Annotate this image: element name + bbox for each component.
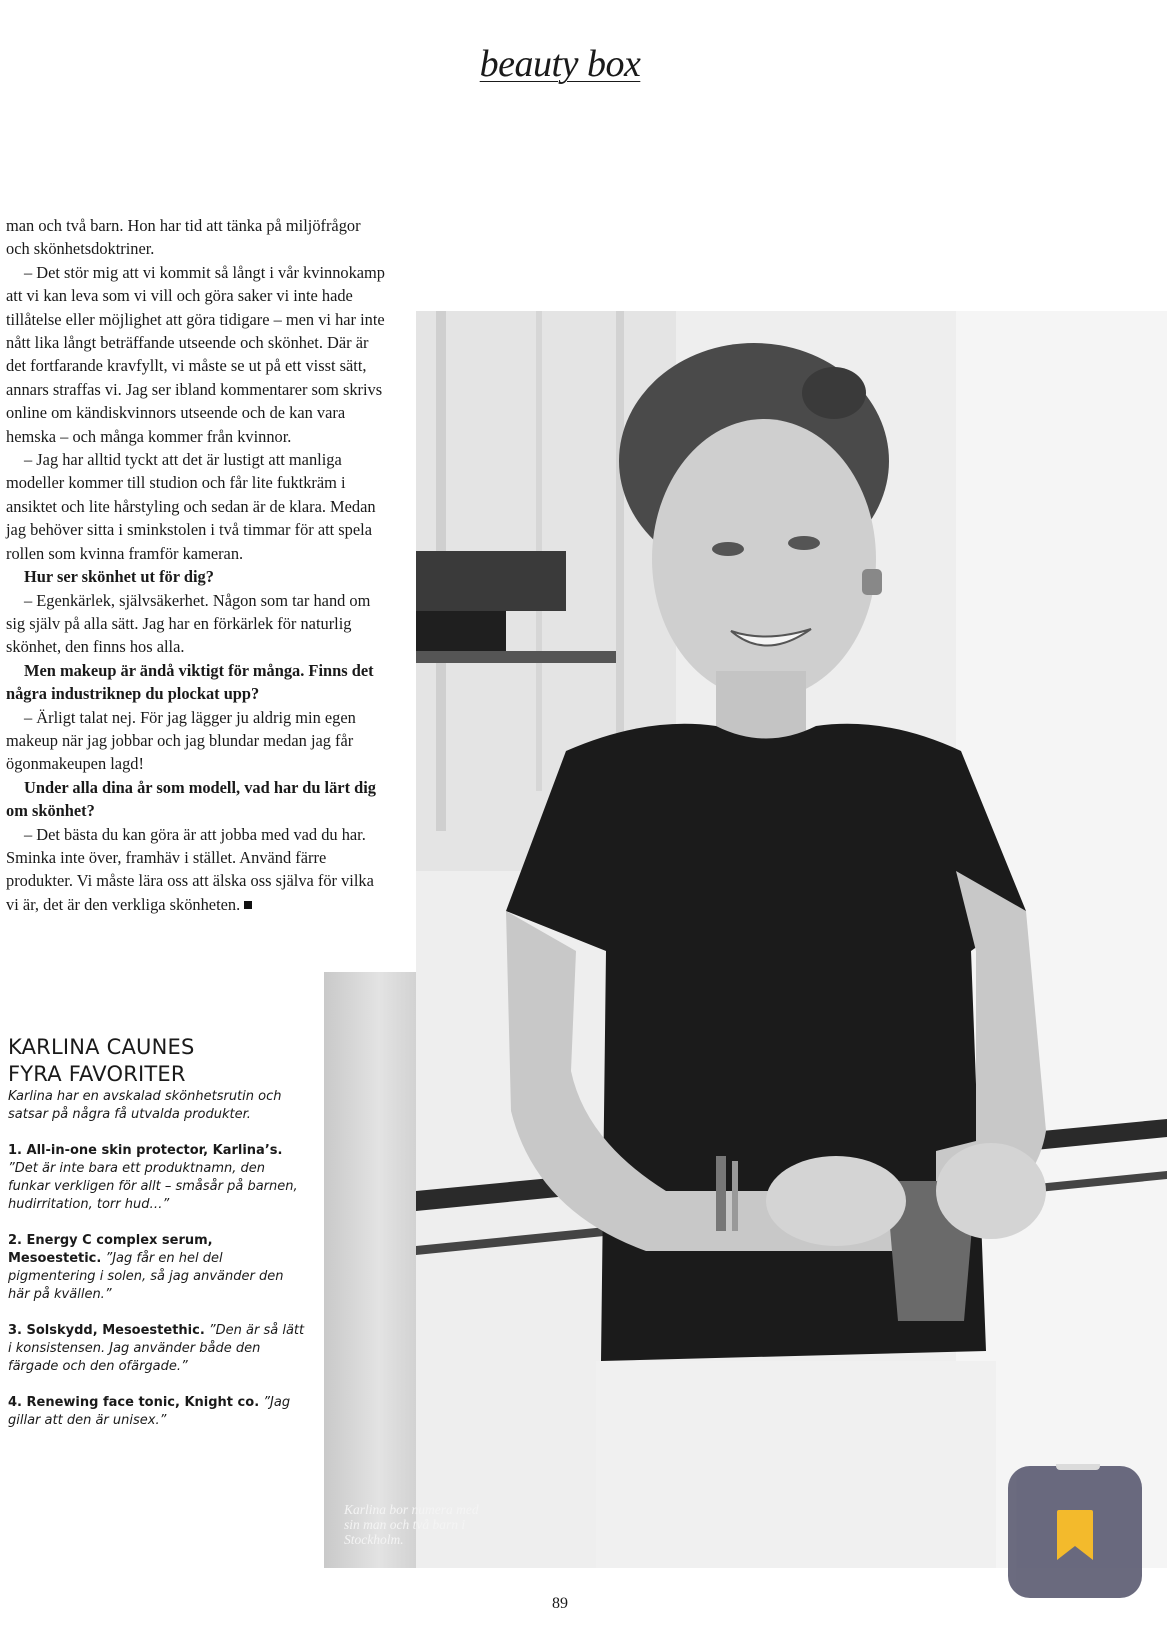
article-paragraph: – Det stör mig att vi kommit så långt i vår kvinnokamp att vi kan leva som vi vill och göra saker vi inte hade tillåtelse eller möjlighet att göra tidigare – men vi har inte nått lika långt beträffande utseende och skönhet. Där är det fortfarande kravfyllt, vi måste se ut på ett visst sätt, annars straffas vi. Jag ser ibland kommentarer som skrivs online om kändiskvinnors utseende och de kan vara hemska – och många kommer från kvinnor.	[6, 262, 386, 446]
favorite-quote: ”Jag får en hel del pigmentering i solen, så jag använder den här på kvällen.”	[8, 1251, 284, 1302]
favorite-name: 4. Renewing face tonic, Knight co.	[8, 1395, 260, 1410]
article-paragraph-final	[6, 823, 386, 917]
favorite-item	[8, 1322, 308, 1376]
favorite-quote: ”Den är så lätt i konsistensen. Jag använder både den färgade och den ofärgade.”	[8, 1323, 305, 1374]
bookmark-icon	[1055, 1508, 1095, 1562]
article-text	[6, 214, 386, 967]
bookmark-button[interactable]	[1008, 1466, 1142, 1598]
article-paragraph: – Egenkärlek, självsäkerhet. Någon som tar hand om sig själv på alla sätt. Jag har en förkärlek för naturlig skönhet, den finns hos alla.	[6, 590, 371, 657]
portrait-photo	[416, 311, 1167, 1568]
interview-question: Men makeup är ändå viktigt för många. Finns det några industriknep du plockat upp?	[6, 660, 374, 704]
article-background	[386, 214, 416, 311]
interview-question: Under alla dina år som modell, vad har du lärt dig om skönhet?	[6, 777, 376, 821]
article-paragraph: – Ärligt talat nej. För jag lägger ju aldrig min egen makeup när jag jobbar och jag blundar medan jag får ögonmakeupen lagd!	[6, 707, 356, 774]
photo-caption: Karlina bor numera med sin man och två barn i Stockholm.	[344, 1502, 479, 1547]
article-paragraph-text: – Det bästa du kan göra är att jobba med vad du har. Sminka inte över, framhäv i stället. Använd färre produkter. Vi måste lära oss att älska oss själva för vilka vi är, det är den verkliga skönheten.	[6, 824, 374, 914]
section-title: beauty box	[479, 43, 641, 85]
favorite-quote: ”Jag gillar att den är unisex.”	[8, 1395, 291, 1428]
favorite-quote: ”Det är inte bara ett produktnamn, den funkar verkligen för allt – småsår på barnen, hudirritation, torr hud…”	[8, 1161, 298, 1212]
portrait-illustration	[416, 311, 1167, 1568]
favorite-name: 1. All-in-one skin protector, Karlina’s.	[8, 1143, 283, 1158]
sidebar-title-line1: KARLINA CAUNES	[8, 1035, 195, 1059]
page-number: 89	[552, 1595, 568, 1612]
sidebar-title-line2: FYRA FAVORITER	[8, 1062, 186, 1086]
favorite-item	[8, 1232, 308, 1304]
sidebar-intro: Karlina har en avskalad skönhetsrutin och satsar på några få utvalda produkter.	[8, 1089, 282, 1122]
article-paragraph: man och två barn. Hon har tid att tänka på miljöfrågor och skönhetsdoktriner.	[6, 216, 361, 259]
end-mark-icon	[244, 901, 252, 909]
interview-question: Hur ser skönhet ut för dig?	[24, 567, 214, 587]
bookmark-tab	[1056, 1464, 1100, 1470]
favorites-sidebar	[8, 1034, 308, 1448]
favorite-name: 2. Energy C complex serum, Mesoestetic.	[8, 1233, 213, 1266]
favorite-name: 3. Solskydd, Mesoestethic.	[8, 1323, 205, 1338]
favorite-item	[8, 1142, 308, 1214]
favorite-item	[8, 1394, 308, 1430]
article-paragraph: – Jag har alltid tyckt att det är lustigt att manliga modeller kommer till studion och får lite fuktkräm i ansiktet och lite hårstyling och sedan är de klara. Medan jag behöver sitta i sminkstolen i två timmar för att spela rollen som kvinna framför kameran.	[6, 450, 376, 563]
photo-lower-strip	[324, 972, 416, 1568]
